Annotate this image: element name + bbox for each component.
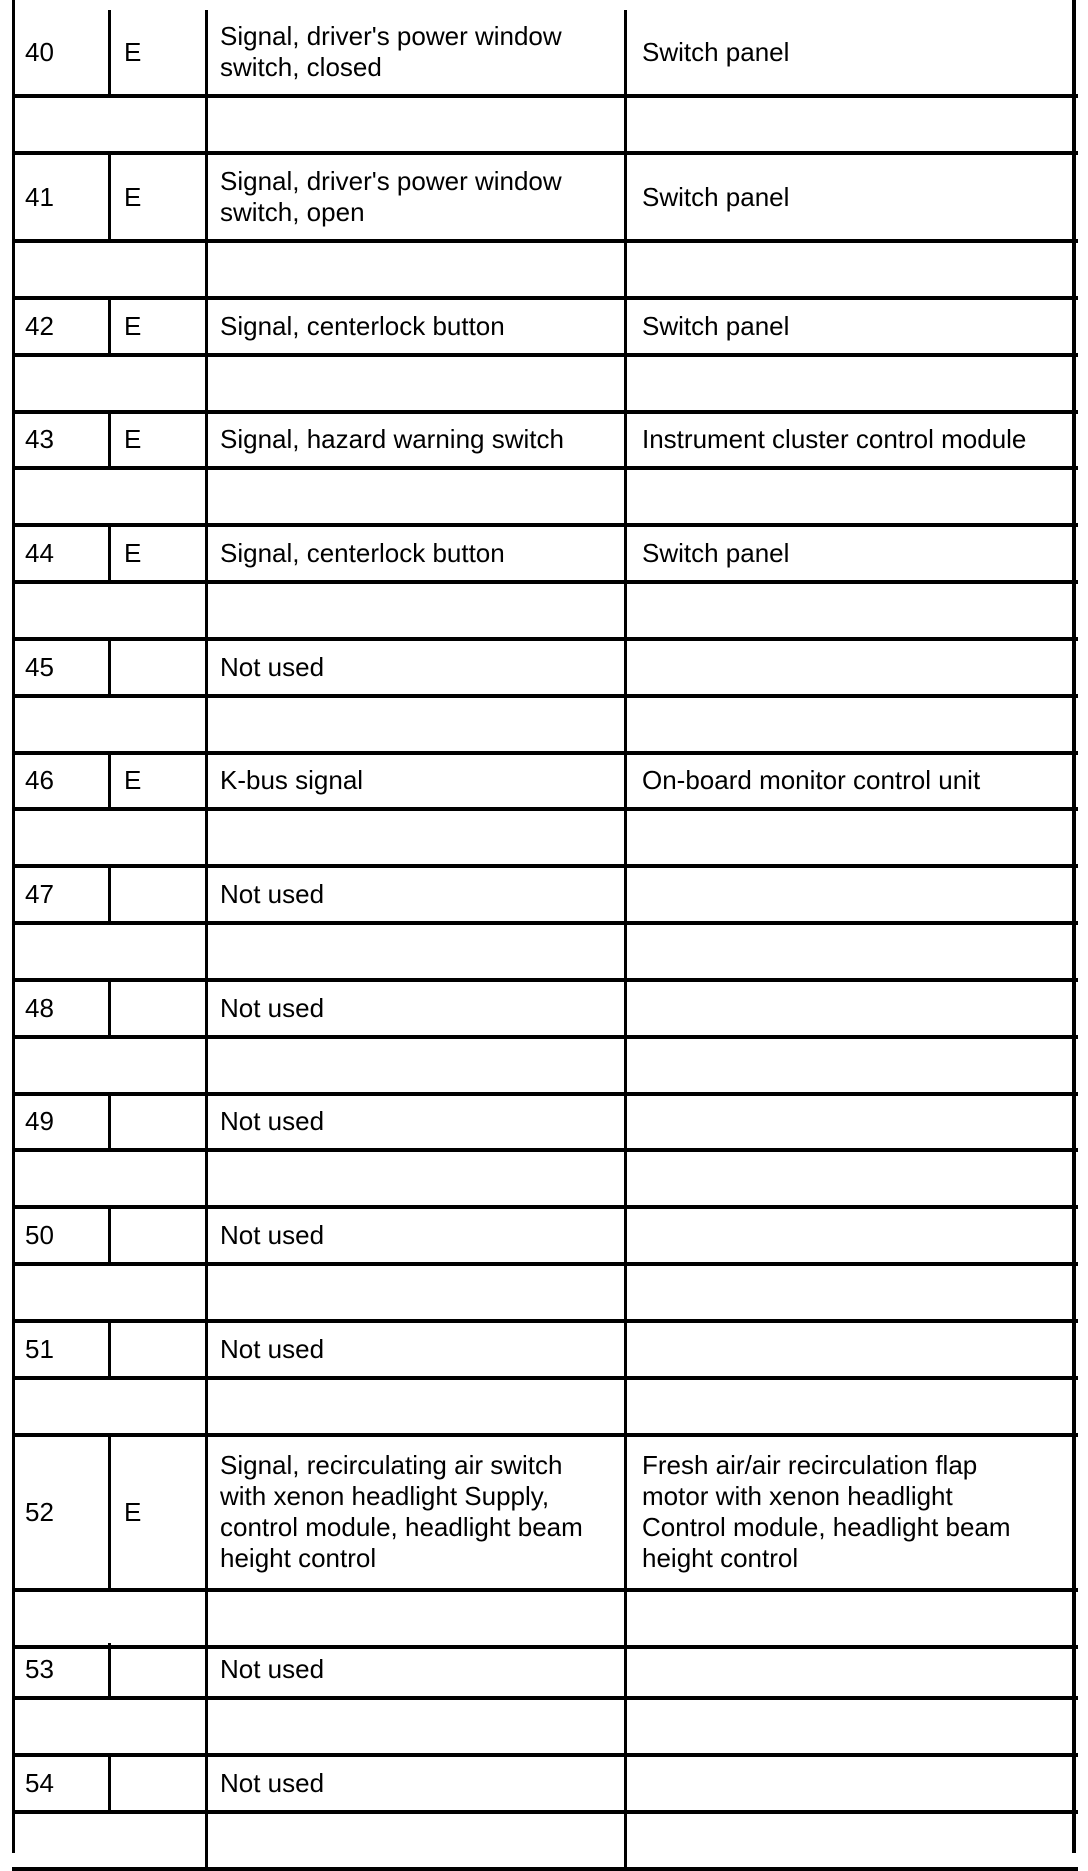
column-divider: [108, 868, 111, 921]
table-row: [0, 300, 1088, 353]
spacer-row: [0, 584, 1088, 637]
column-divider: [205, 1643, 208, 1696]
pin-number-cell: 42: [25, 311, 54, 341]
connection-cell: On-board monitor control unit: [642, 765, 981, 795]
column-divider: [205, 1323, 208, 1376]
pin-number-cell: 50: [25, 1220, 54, 1250]
column-divider: [205, 641, 208, 694]
row-border: [12, 921, 1078, 925]
column-divider: [205, 1209, 208, 1262]
table-row: [0, 10, 1088, 94]
row-border: [12, 466, 1078, 470]
column-divider: [205, 1757, 208, 1810]
row-border: [12, 1696, 1078, 1700]
description-cell: Signal, driver's power window switch, closed: [220, 21, 562, 82]
column-divider: [624, 1380, 627, 1433]
column-divider: [624, 243, 627, 296]
pin-number-cell: 46: [25, 765, 54, 795]
column-divider: [205, 982, 208, 1035]
pin-number-cell: 40: [25, 36, 54, 67]
column-divider: [205, 1039, 208, 1092]
connection-cell: Switch panel: [642, 538, 790, 568]
column-divider: [108, 1643, 111, 1696]
signal-type-cell: E: [124, 311, 142, 341]
spacer-row: [0, 98, 1088, 151]
row-border: [12, 1588, 1078, 1592]
column-divider: [624, 413, 627, 466]
spacer-row: [0, 1814, 1088, 1867]
row-border: [12, 353, 1078, 357]
signal-type-cell: [124, 641, 204, 694]
spacer-row: [0, 925, 1088, 978]
signal-type-cell: [124, 1209, 204, 1262]
column-divider: [108, 1436, 111, 1588]
pin-number-cell: 48: [25, 993, 54, 1023]
table-row: [0, 413, 1088, 466]
column-divider: [624, 1592, 627, 1645]
spacer-row: [0, 1266, 1088, 1319]
signal-type-cell: E: [124, 765, 142, 795]
table-row: [0, 1323, 1088, 1376]
column-divider: [205, 698, 208, 751]
column-divider: [624, 1757, 627, 1810]
row-border: [12, 239, 1078, 243]
column-divider: [108, 1095, 111, 1148]
signal-type-cell: [124, 868, 204, 921]
column-divider: [624, 1266, 627, 1319]
connection-cell: Fresh air/air recirculation flap motor with xenon headlight Control module, headlight beam height control: [642, 1450, 1011, 1573]
connection-cell: Switch panel: [642, 181, 790, 212]
connection-cell: [642, 868, 1072, 921]
description-cell: Not used: [220, 1106, 325, 1136]
pin-number-cell: 44: [25, 538, 54, 568]
table-left-border: [12, 0, 15, 1853]
column-divider: [624, 10, 627, 94]
column-divider: [205, 1700, 208, 1753]
table-row: [0, 1095, 1088, 1148]
table-row: [0, 1757, 1088, 1810]
description-cell: K-bus signal: [220, 765, 364, 795]
column-divider: [205, 1266, 208, 1319]
column-divider: [624, 1209, 627, 1262]
spacer-row: [0, 1039, 1088, 1092]
row-border: [12, 94, 1078, 98]
pin-number-cell: 52: [25, 1496, 54, 1527]
column-divider: [624, 1323, 627, 1376]
row-border: [12, 694, 1078, 698]
column-divider: [205, 10, 208, 94]
column-divider: [205, 300, 208, 353]
table-row: [0, 527, 1088, 580]
column-divider: [205, 155, 208, 239]
row-border: [12, 1376, 1078, 1380]
description-cell: Not used: [220, 993, 325, 1023]
spacer-row: [0, 811, 1088, 864]
table-row: [0, 868, 1088, 921]
table-row: [0, 1436, 1088, 1588]
column-divider: [205, 584, 208, 637]
description-cell: Not used: [220, 1334, 325, 1364]
signal-type-cell: E: [124, 538, 142, 568]
column-divider: [108, 754, 111, 807]
column-divider: [624, 1814, 627, 1867]
connection-cell: [642, 982, 1072, 1035]
pin-number-cell: 53: [25, 1654, 54, 1684]
column-divider: [108, 1209, 111, 1262]
signal-type-cell: [124, 1095, 204, 1148]
column-divider: [108, 413, 111, 466]
table-row: [0, 641, 1088, 694]
spacer-row: [0, 1152, 1088, 1205]
description-cell: Signal, recirculating air switch with xenon headlight Supply, control module, headlight beam height control: [220, 1450, 583, 1573]
description-cell: Signal, hazard warning switch: [220, 424, 564, 454]
connection-cell: Instrument cluster control module: [642, 424, 1027, 454]
column-divider: [624, 357, 627, 410]
column-divider: [624, 811, 627, 864]
column-divider: [624, 1436, 627, 1588]
spacer-row: [0, 357, 1088, 410]
column-divider: [205, 243, 208, 296]
column-divider: [205, 1380, 208, 1433]
row-border: [12, 807, 1078, 811]
column-divider: [108, 1757, 111, 1810]
column-divider: [108, 10, 111, 94]
signal-type-cell: [124, 1323, 204, 1376]
column-divider: [205, 527, 208, 580]
column-divider: [624, 868, 627, 921]
column-divider: [624, 1039, 627, 1092]
column-divider: [205, 1152, 208, 1205]
column-divider: [624, 754, 627, 807]
description-cell: Not used: [220, 1768, 325, 1798]
column-divider: [108, 300, 111, 353]
pin-number-cell: 43: [25, 424, 54, 454]
column-divider: [205, 413, 208, 466]
description-cell: Not used: [220, 1654, 325, 1684]
column-divider: [205, 811, 208, 864]
column-divider: [108, 1323, 111, 1376]
column-divider: [624, 1643, 627, 1696]
connection-cell: Switch panel: [642, 311, 790, 341]
description-cell: Not used: [220, 652, 325, 682]
description-cell: Signal, driver's power window switch, open: [220, 166, 562, 227]
description-cell: Signal, centerlock button: [220, 311, 505, 341]
signal-type-cell: [124, 1757, 204, 1810]
connection-cell: [642, 1209, 1072, 1262]
column-divider: [624, 925, 627, 978]
description-cell: Signal, centerlock button: [220, 538, 505, 568]
column-divider: [624, 300, 627, 353]
pin-number-cell: 54: [25, 1768, 54, 1798]
column-divider: [108, 982, 111, 1035]
signal-type-cell: E: [124, 36, 142, 67]
pin-number-cell: 49: [25, 1106, 54, 1136]
column-divider: [205, 754, 208, 807]
connection-cell: Switch panel: [642, 36, 790, 67]
table-right-border: [1072, 0, 1076, 1853]
table-row: [0, 754, 1088, 807]
row-border: [12, 1035, 1078, 1039]
column-divider: [205, 925, 208, 978]
pin-number-cell: 47: [25, 879, 54, 909]
column-divider: [205, 1592, 208, 1645]
spacer-row: [0, 1592, 1088, 1645]
table-row: [0, 155, 1088, 239]
column-divider: [624, 1152, 627, 1205]
signal-type-cell: [124, 982, 204, 1035]
column-divider: [108, 527, 111, 580]
spacer-row: [0, 1700, 1088, 1753]
column-divider: [624, 1095, 627, 1148]
column-divider: [624, 698, 627, 751]
column-divider: [624, 584, 627, 637]
column-divider: [624, 527, 627, 580]
spacer-row: [0, 470, 1088, 523]
column-divider: [205, 357, 208, 410]
column-divider: [624, 470, 627, 523]
column-divider: [624, 982, 627, 1035]
description-cell: Not used: [220, 1220, 325, 1250]
column-divider: [205, 1814, 208, 1867]
connection-cell: [642, 1323, 1072, 1376]
column-divider: [624, 1700, 627, 1753]
column-divider: [205, 1436, 208, 1588]
column-divider: [624, 155, 627, 239]
signal-type-cell: E: [124, 181, 142, 212]
row-border: [12, 1148, 1078, 1152]
row-border: [12, 1810, 1078, 1814]
connection-cell: [642, 1643, 1072, 1696]
table-row: [0, 1643, 1088, 1696]
column-divider: [205, 470, 208, 523]
signal-type-cell: [124, 1643, 204, 1696]
signal-type-cell: E: [124, 424, 142, 454]
table-row: [0, 1209, 1088, 1262]
row-border: [12, 1262, 1078, 1266]
pin-number-cell: 45: [25, 652, 54, 682]
spacer-row: [0, 1380, 1088, 1433]
spacer-row: [0, 698, 1088, 751]
column-divider: [205, 98, 208, 151]
signal-type-cell: E: [124, 1496, 142, 1527]
column-divider: [108, 641, 111, 694]
connection-cell: [642, 1095, 1072, 1148]
table-row: [0, 982, 1088, 1035]
column-divider: [205, 1095, 208, 1148]
connection-cell: [642, 641, 1072, 694]
description-cell: Not used: [220, 879, 325, 909]
pin-number-cell: 41: [25, 181, 54, 212]
column-divider: [624, 98, 627, 151]
column-divider: [205, 868, 208, 921]
row-border: [12, 580, 1078, 584]
column-divider: [108, 155, 111, 239]
column-divider: [624, 641, 627, 694]
pin-number-cell: 51: [25, 1334, 54, 1364]
spacer-row: [0, 243, 1088, 296]
row-border: [12, 1867, 1078, 1871]
connection-cell: [642, 1757, 1072, 1810]
